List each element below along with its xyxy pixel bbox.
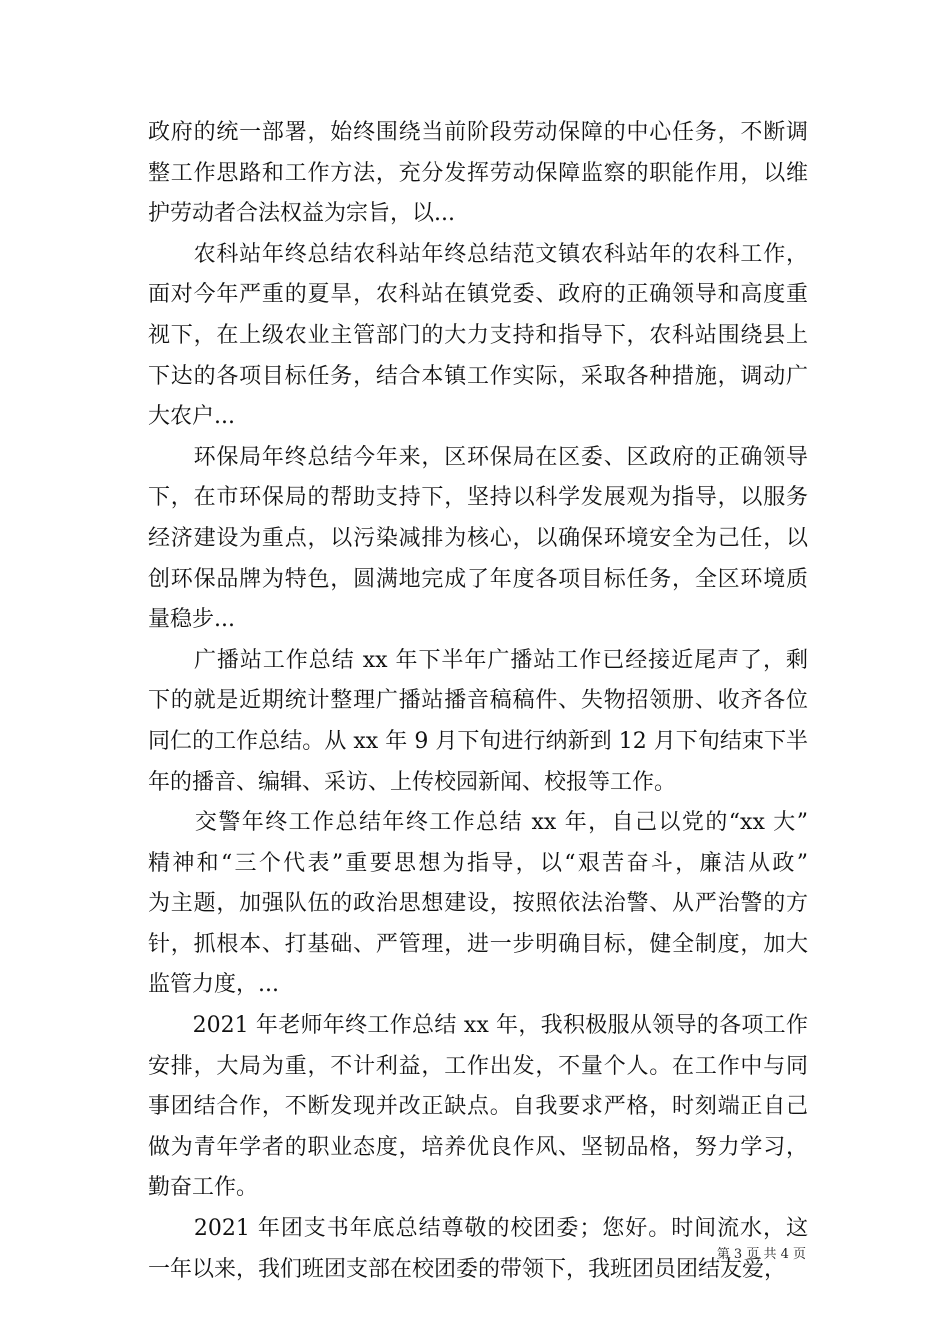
paragraph xyxy=(148,113,808,235)
text-line: 为主题，加强队伍的政治思想建设，按照依法治警、从严治警的方 xyxy=(148,891,808,917)
text-line: 2021 年团支书年底总结尊敬的校团委；您好。时间流水，这 xyxy=(148,1216,808,1242)
text-line: 下的就是近期统计整理广播站播音稿稿件、失物招领册、收齐各位 xyxy=(148,688,808,714)
text-line: 创环保品牌为特色，圆满地完成了年度各项目标任务，全区环境质 xyxy=(148,566,808,592)
text-line: 政府的统一部署，始终围绕当前阶段劳动保障的中心任务，不断调 xyxy=(148,120,808,145)
text-line: 广播站工作总结 xx 年下半年广播站工作已经接近尾声了，剩 xyxy=(148,647,808,673)
text-line: 量稳步... xyxy=(148,607,235,633)
text-line: 年的播音、编辑、采访、上传校园新闻、校报等工作。 xyxy=(148,769,677,795)
text-line: 下达的各项目标任务，结合本镇工作实际，采取各种措施，调动广 xyxy=(148,363,808,389)
page-number: 第 3 页 共 4 页 xyxy=(716,1247,806,1262)
paragraph xyxy=(148,438,808,641)
text-line: 精神和“三个代表”重要思想为指导，以“艰苦奋斗，廉洁从政” xyxy=(148,850,808,876)
text-line: 农科站年终总结农科站年终总结范文镇农科站年的农科工作， xyxy=(148,241,808,267)
body-text xyxy=(148,113,808,1290)
paragraph xyxy=(148,1006,808,1209)
text-line: 事团结合作，不断发现并改正缺点。自我要求严格，时刻端正自己 xyxy=(148,1094,808,1120)
paragraph xyxy=(148,641,808,803)
paragraph xyxy=(148,1209,808,1290)
text-line: 勤奋工作。 xyxy=(148,1175,259,1201)
text-line: 经济建设为重点，以污染减排为核心，以确保环境安全为己任，以 xyxy=(148,525,808,551)
text-line: 环保局年终总结今年来，区环保局在区委、区政府的正确领导 xyxy=(148,444,808,470)
text-line: 面对今年严重的夏旱，农科站在镇党委、政府的正确领导和高度重 xyxy=(148,282,808,308)
paragraph xyxy=(148,803,808,1006)
text-line: 监管力度，... xyxy=(148,972,279,998)
text-line: 2021 年老师年终工作总结 xx 年，我积极服从领导的各项工作 xyxy=(148,1013,808,1039)
text-line: 做为青年学者的职业态度，培养优良作风、坚韧品格，努力学习， xyxy=(148,1134,808,1160)
text-line: 下，在市环保局的帮助支持下，坚持以科学发展观为指导，以服务 xyxy=(148,485,808,511)
text-line: 同仁的工作总结。从 xx 年 9 月下旬进行纳新到 12 月下旬结束下半 xyxy=(148,728,808,754)
paragraph xyxy=(148,235,808,438)
text-line: 一年以来，我们班团支部在校团委的带领下，我班团员团结友爱， xyxy=(148,1256,787,1282)
text-line: 视下，在上级农业主管部门的大力支持和指导下，农科站围绕县上 xyxy=(148,322,808,348)
text-line: 针，抓根本、打基础、严管理，进一步明确目标，健全制度，加大 xyxy=(148,931,808,957)
text-line: 护劳动者合法权益为宗旨，以... xyxy=(148,201,455,227)
text-line: 安排，大局为重，不计利益，工作出发，不量个人。在工作中与同 xyxy=(148,1053,808,1079)
text-line: 交警年终工作总结年终工作总结 xx 年，自己以党的“xx 大” xyxy=(148,810,808,836)
text-line: 整工作思路和工作方法，充分发挥劳动保障监察的职能作用，以维 xyxy=(148,160,808,186)
text-line: 大农户... xyxy=(148,404,235,430)
